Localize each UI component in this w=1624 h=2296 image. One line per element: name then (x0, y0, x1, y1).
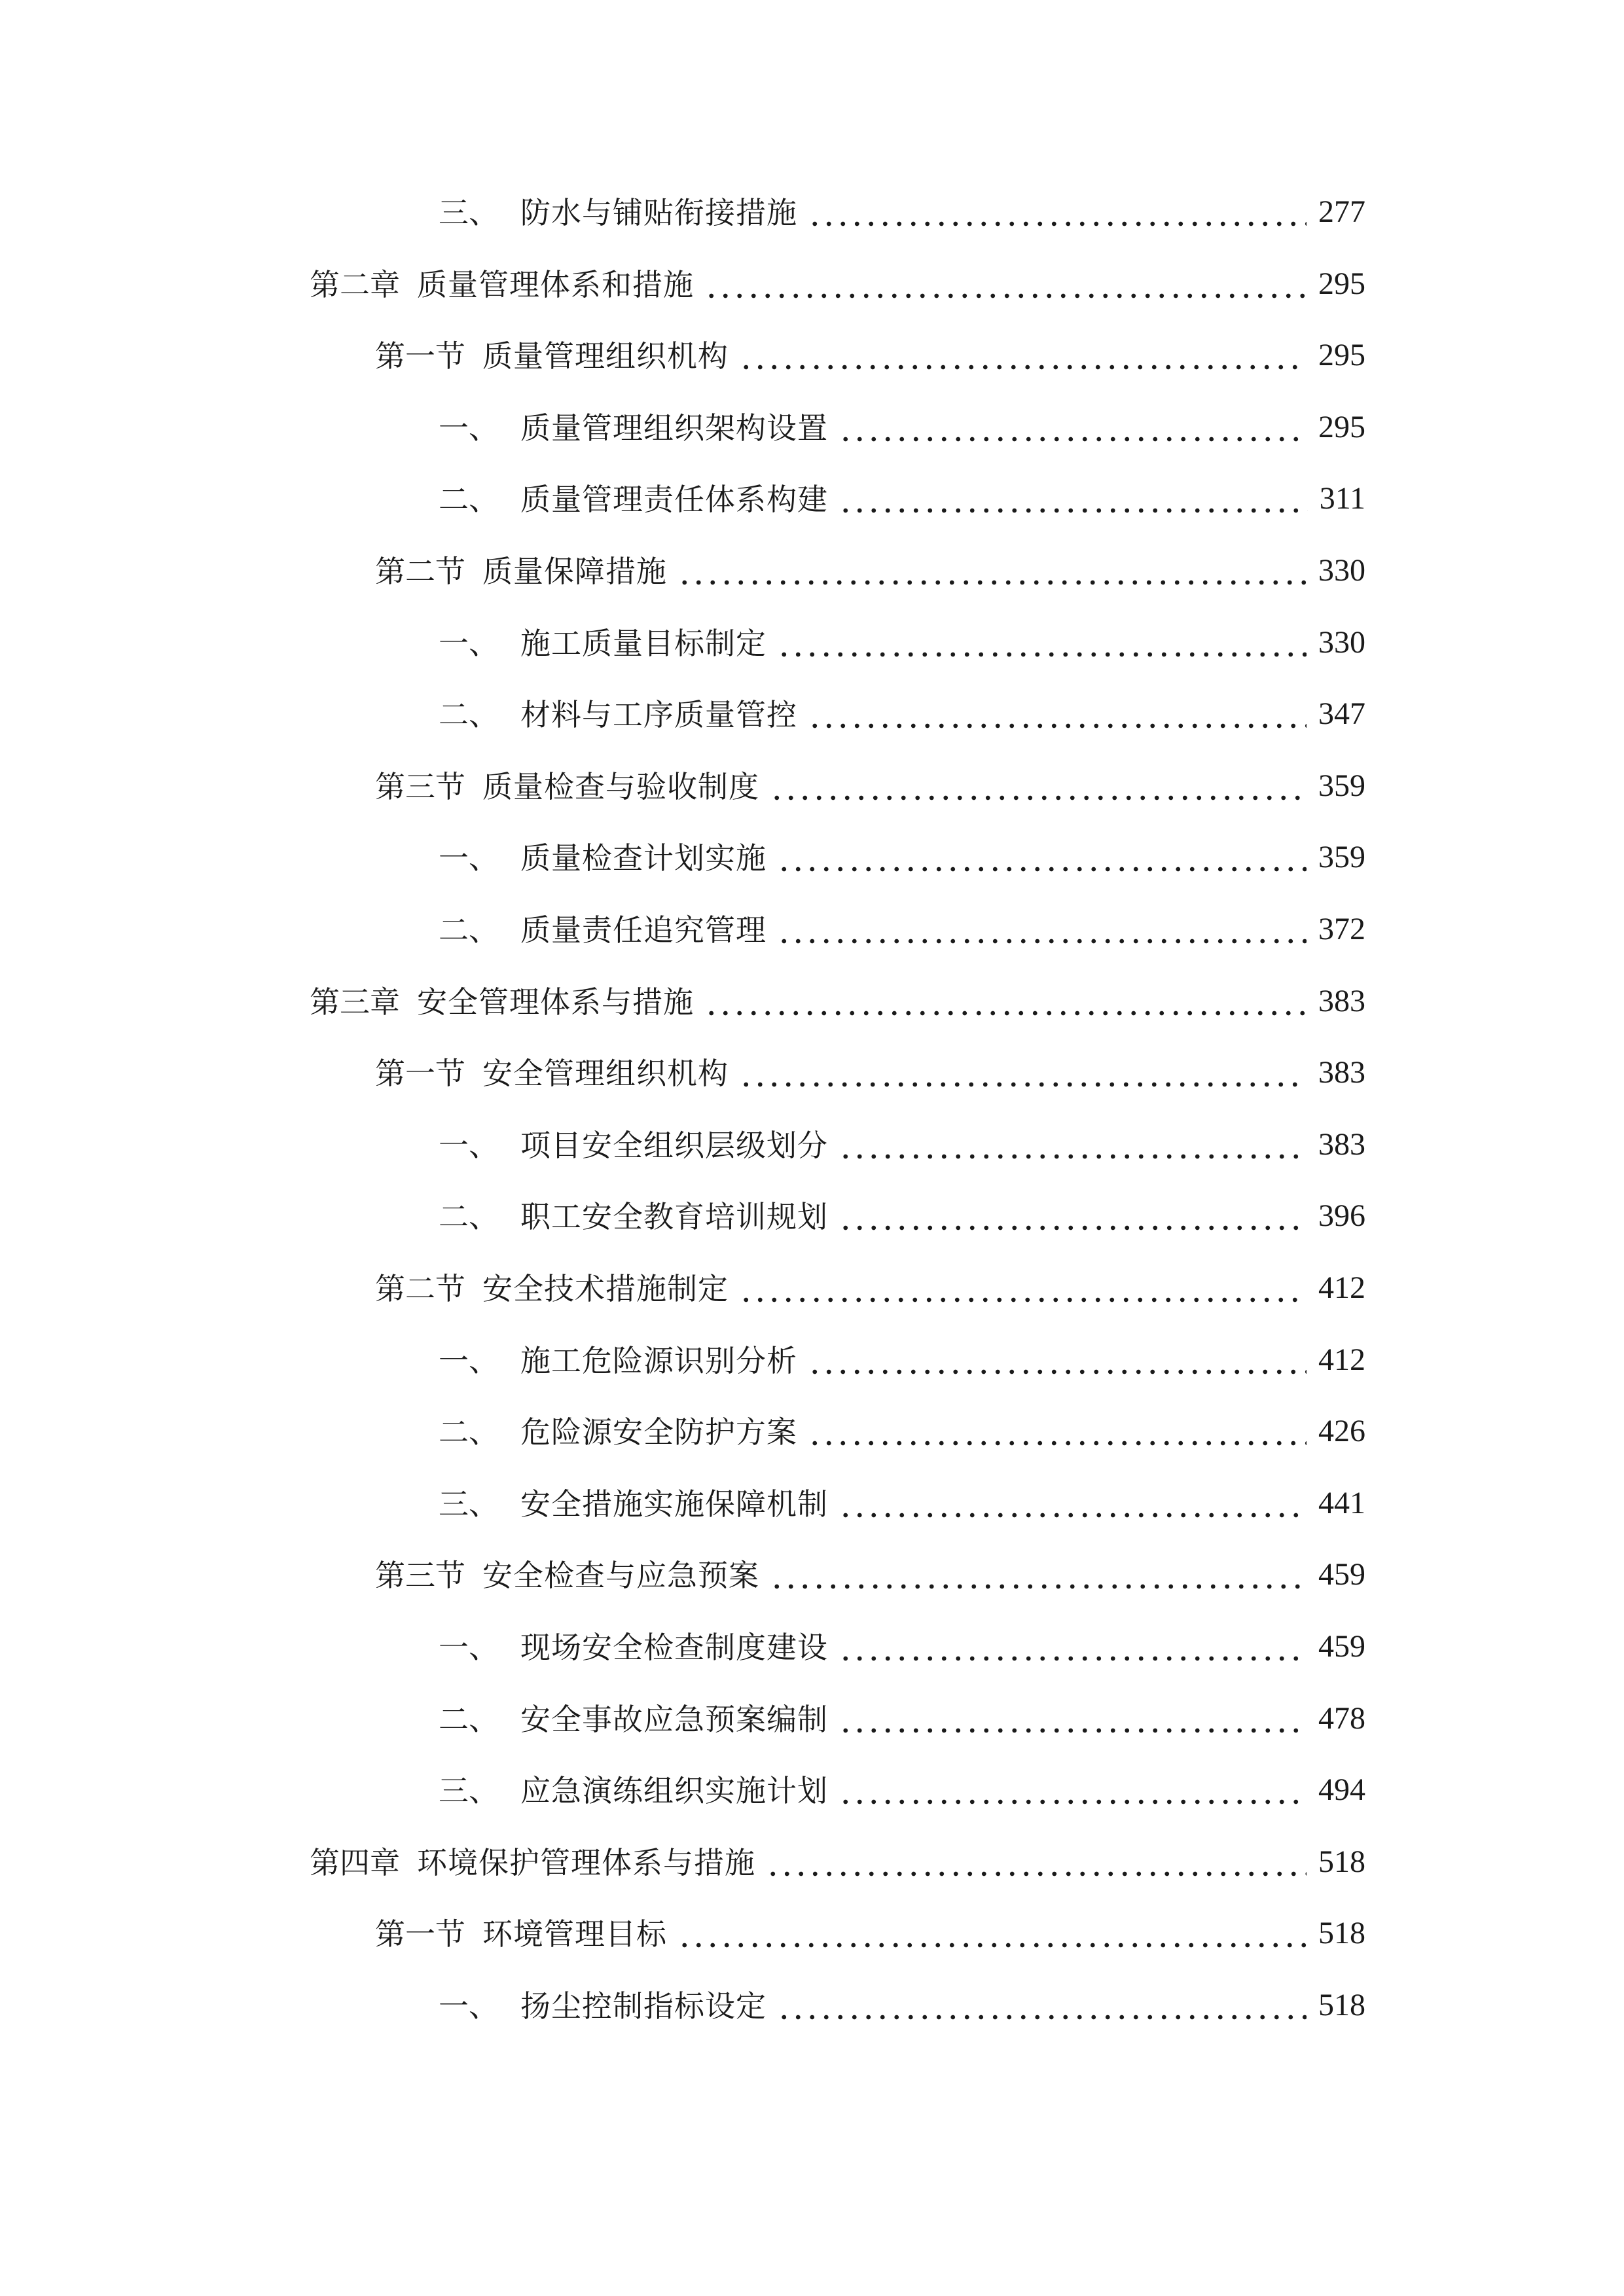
toc-entry[interactable] (439, 893, 1365, 948)
toc-entry-title: 环境管理目标 (482, 1916, 667, 1952)
toc-entry-number: 第一节 (375, 1056, 465, 1092)
toc-entry-title: 防水与铺贴衔接措施 (520, 195, 797, 230)
toc-entry-title: 安全管理体系与措施 (417, 984, 694, 1020)
toc-entry[interactable] (439, 1753, 1365, 1809)
toc-page-number: 277 (1318, 194, 1365, 229)
toc-entry-number: 第二节 (375, 1271, 465, 1306)
toc-entry-title: 危险源安全防护方案 (520, 1414, 797, 1450)
toc-entry-number: 三、 (439, 1773, 499, 1809)
toc-page-number: 441 (1318, 1485, 1365, 1520)
toc-page-number: 426 (1318, 1414, 1365, 1449)
toc-entry[interactable] (439, 606, 1365, 661)
toc-page-number: 459 (1318, 1629, 1365, 1664)
toc-leader-dots (704, 987, 1307, 1017)
toc-page-number: 347 (1318, 696, 1365, 732)
toc-leader-dots (704, 270, 1307, 300)
toc-entry-number: 第二节 (375, 554, 465, 589)
toc-entry-number: 第一节 (375, 338, 465, 374)
toc-entry[interactable] (375, 1036, 1365, 1092)
toc-entry-number: 一、 (439, 1988, 499, 2024)
toc-page-number: 494 (1318, 1772, 1365, 1808)
toc-entry-title: 项目安全组织层级划分 (520, 1127, 828, 1163)
toc-entry-number: 第三节 (375, 768, 465, 804)
toc-leader-dots (808, 700, 1307, 730)
toc-entry[interactable] (439, 1969, 1365, 2024)
toc-leader-dots (739, 1274, 1307, 1304)
toc-leader-dots (839, 413, 1307, 443)
toc-page-number: 383 (1318, 1126, 1365, 1162)
toc-leader-dots (777, 915, 1307, 945)
toc-entry-number: 二、 (439, 482, 499, 518)
toc-entry-title: 质量管理组织架构设置 (520, 410, 828, 446)
toc-entry-number: 一、 (439, 1630, 499, 1665)
toc-entry[interactable] (310, 247, 1365, 300)
toc-leader-dots (739, 341, 1307, 371)
toc-leader-dots (839, 1202, 1307, 1232)
toc-entry[interactable] (375, 749, 1365, 802)
toc-leader-dots (770, 1560, 1307, 1590)
toc-entry[interactable] (375, 319, 1365, 374)
toc-page-number: 359 (1318, 840, 1365, 875)
toc-entry-title: 安全技术措施制定 (482, 1271, 729, 1306)
toc-entry-title: 应急演练组织实施计划 (520, 1773, 828, 1809)
toc-page-number: 295 (1318, 266, 1365, 301)
toc-leader-dots (777, 1991, 1307, 2021)
toc-page-number: 359 (1318, 768, 1365, 803)
toc-leader-dots (839, 484, 1308, 514)
toc-entry[interactable] (439, 391, 1365, 446)
toc-page-number: 295 (1318, 338, 1365, 373)
toc-leader-dots (677, 1919, 1307, 1949)
toc-page-number: 383 (1318, 983, 1365, 1018)
toc-page-number: 518 (1318, 1988, 1365, 2022)
toc-entry-number: 二、 (439, 1199, 499, 1235)
toc-entry[interactable] (439, 1467, 1365, 1522)
toc-entry-title: 质量管理组织机构 (482, 338, 729, 374)
toc-entry-number: 二、 (439, 1414, 499, 1450)
toc-entry-number: 第四章 (310, 1844, 400, 1880)
toc-entry-title: 安全事故应急预案编制 (520, 1701, 828, 1737)
toc-entry[interactable] (439, 1323, 1365, 1376)
toc-entry-title: 质量管理责任体系构建 (520, 482, 828, 518)
toc-page-number: 518 (1318, 1916, 1365, 1951)
toc-entry-number: 一、 (439, 1342, 499, 1378)
toc-entry-title: 质量责任追究管理 (520, 912, 767, 948)
toc-leader-dots (808, 198, 1307, 228)
toc-entry[interactable] (375, 1251, 1365, 1304)
toc-entry-number: 二、 (439, 697, 499, 733)
toc-entry[interactable] (439, 462, 1365, 518)
toc-entry[interactable] (439, 175, 1365, 228)
toc-page-number: 330 (1318, 624, 1365, 660)
toc-entry-number: 一、 (439, 625, 499, 661)
toc-page-number: 311 (1319, 481, 1365, 516)
toc-page-number: 330 (1318, 553, 1365, 588)
toc-page-number: 396 (1318, 1198, 1365, 1234)
toc-leader-dots (739, 1058, 1307, 1088)
toc-entry[interactable] (439, 1179, 1365, 1235)
toc-entry-number: 一、 (439, 840, 499, 876)
toc-entry[interactable] (439, 677, 1365, 733)
toc-leader-dots (839, 1632, 1307, 1662)
toc-leader-dots (839, 1776, 1307, 1806)
toc-entry-number: 一、 (439, 1127, 499, 1163)
toc-entry-number: 三、 (439, 195, 499, 230)
toc-entry-title: 安全措施实施保障机制 (520, 1486, 828, 1522)
toc-leader-dots (808, 1346, 1307, 1376)
toc-entry-title: 质量管理体系和措施 (417, 266, 694, 302)
toc-entry-number: 一、 (439, 410, 499, 446)
toc-entry[interactable] (439, 1395, 1365, 1450)
toc-leader-dots (839, 1704, 1307, 1734)
toc-leader-dots (770, 772, 1307, 802)
toc-leader-dots (839, 1130, 1307, 1160)
toc-entry-title: 安全检查与应急预案 (482, 1558, 759, 1594)
toc-entry[interactable] (375, 1897, 1365, 1952)
toc-leader-dots (766, 1848, 1307, 1878)
toc-leader-dots (777, 628, 1307, 658)
toc-entry-title: 材料与工序质量管控 (520, 697, 797, 733)
toc-entry-title: 质量保障措施 (482, 554, 667, 589)
toc-entry-title: 质量检查与验收制度 (482, 768, 759, 804)
toc-entry[interactable] (375, 1538, 1365, 1594)
toc-entry[interactable] (375, 534, 1365, 589)
toc-entry-number: 二、 (439, 912, 499, 948)
toc-entry-number: 第三章 (310, 984, 400, 1020)
toc-entry-number: 二、 (439, 1701, 499, 1737)
toc-entry-title: 环境保护管理体系与措施 (417, 1844, 755, 1880)
toc-entry-title: 现场安全检查制度建设 (520, 1630, 828, 1665)
toc-page-number: 518 (1318, 1844, 1365, 1879)
toc-page-number: 412 (1318, 1270, 1365, 1305)
toc-entry-title: 施工危险源识别分析 (520, 1342, 797, 1378)
toc-entry-number: 第二章 (310, 266, 400, 302)
toc-leader-dots (777, 843, 1307, 873)
toc-entry-title: 职工安全教育培训规划 (520, 1199, 828, 1235)
toc-leader-dots (839, 1489, 1307, 1519)
toc-page-number: 459 (1318, 1557, 1365, 1592)
toc-entry[interactable] (439, 1682, 1365, 1737)
toc-page-number: 372 (1318, 912, 1365, 946)
toc-entry-number: 第三节 (375, 1558, 465, 1594)
toc-entry-title: 施工质量目标制定 (520, 625, 767, 661)
toc-entry-title: 质量检查计划实施 (520, 840, 767, 876)
toc-page-number: 412 (1318, 1342, 1365, 1377)
toc-entry[interactable] (439, 1610, 1365, 1665)
toc-entry[interactable] (310, 965, 1365, 1020)
toc-leader-dots (808, 1417, 1307, 1447)
toc-entry-number: 第一节 (375, 1916, 465, 1952)
toc-page-number: 478 (1318, 1700, 1365, 1736)
toc-entry-title: 扬尘控制指标设定 (520, 1988, 767, 2024)
toc-page-number: 383 (1318, 1055, 1365, 1090)
toc-entry[interactable] (439, 1108, 1365, 1163)
toc-leader-dots (677, 556, 1307, 586)
toc-entry-title: 安全管理组织机构 (482, 1056, 729, 1092)
toc-entry[interactable] (310, 1825, 1365, 1878)
toc-entry[interactable] (439, 821, 1365, 876)
toc-page-number: 295 (1318, 409, 1365, 444)
toc-entry-number: 三、 (439, 1486, 499, 1522)
